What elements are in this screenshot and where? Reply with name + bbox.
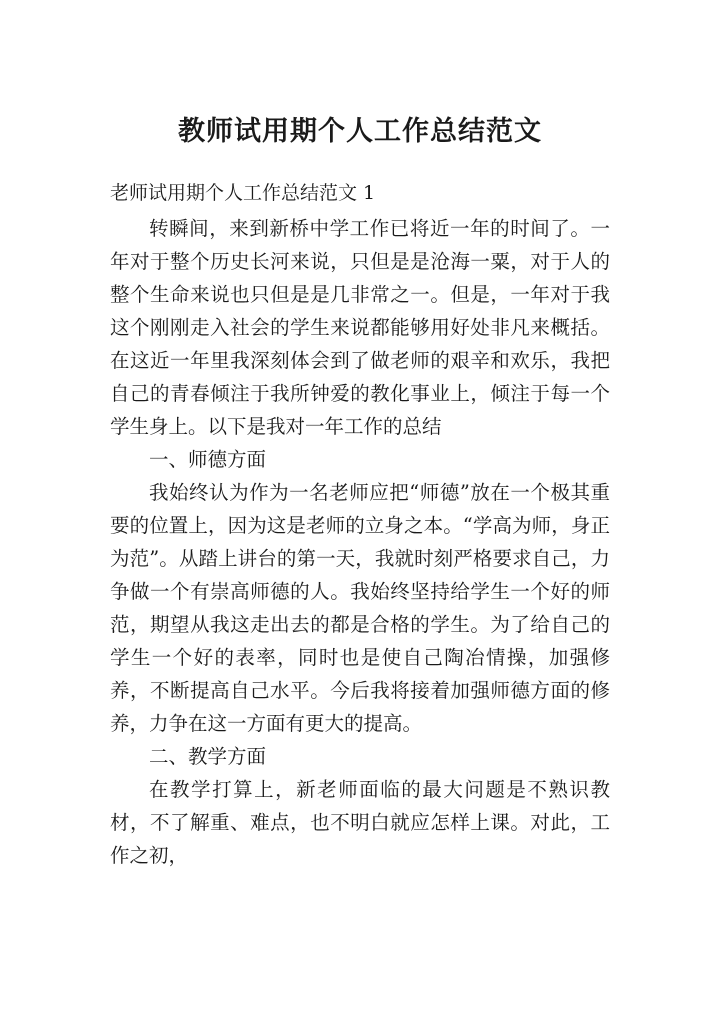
document-title: 教师试用期个人工作总结范文 — [178, 116, 542, 147]
document-subtitle: 老师试用期个人工作总结范文 1 — [110, 182, 376, 204]
document-body — [110, 212, 610, 872]
section-heading: 二、教学方面 — [149, 745, 267, 768]
section-heading: 一、师德方面 — [149, 448, 267, 471]
body-paragraph: 转瞬间，来到新桥中学工作已将近一年的时间了。一年对于整个历史长河来说，只但是是沧海一粟，对于人的整个生命来说也只但是是几非常之一。但是，一年对于我这个刚刚走入社会的学生来说都能够用好处非凡来概括。在这近一年里我深刻体会到了做老师的艰辛和欢乐，我把自己的青春倾注于我所钟爱的教化事业上，倾注于每一个学生身上。以下是我对一年工作的总结 — [110, 217, 610, 438]
body-paragraph: 我始终认为作为一名老师应把“师德”放在一个极其重要的位置上，因为这是老师的立身之本。“学高为师，身正为范”。从踏上讲台的第一天，我就时刻严格要求自己，力争做一个有崇高师德的人。我始终坚持给学生一个好的师范，期望从我这走出去的都是合格的学生。为了给自己的学生一个好的表率，同时也是使自己陶冶情操，加强修养，不断提高自己水平。今后我将接着加强师德方面的修养，力争在这一方面有更大的提高。 — [110, 481, 610, 735]
body-paragraph: 在教学打算上，新老师面临的最大问题是不熟识教材，不了解重、难点，也不明白就应怎样上课。对此，工作之初， — [110, 778, 610, 867]
